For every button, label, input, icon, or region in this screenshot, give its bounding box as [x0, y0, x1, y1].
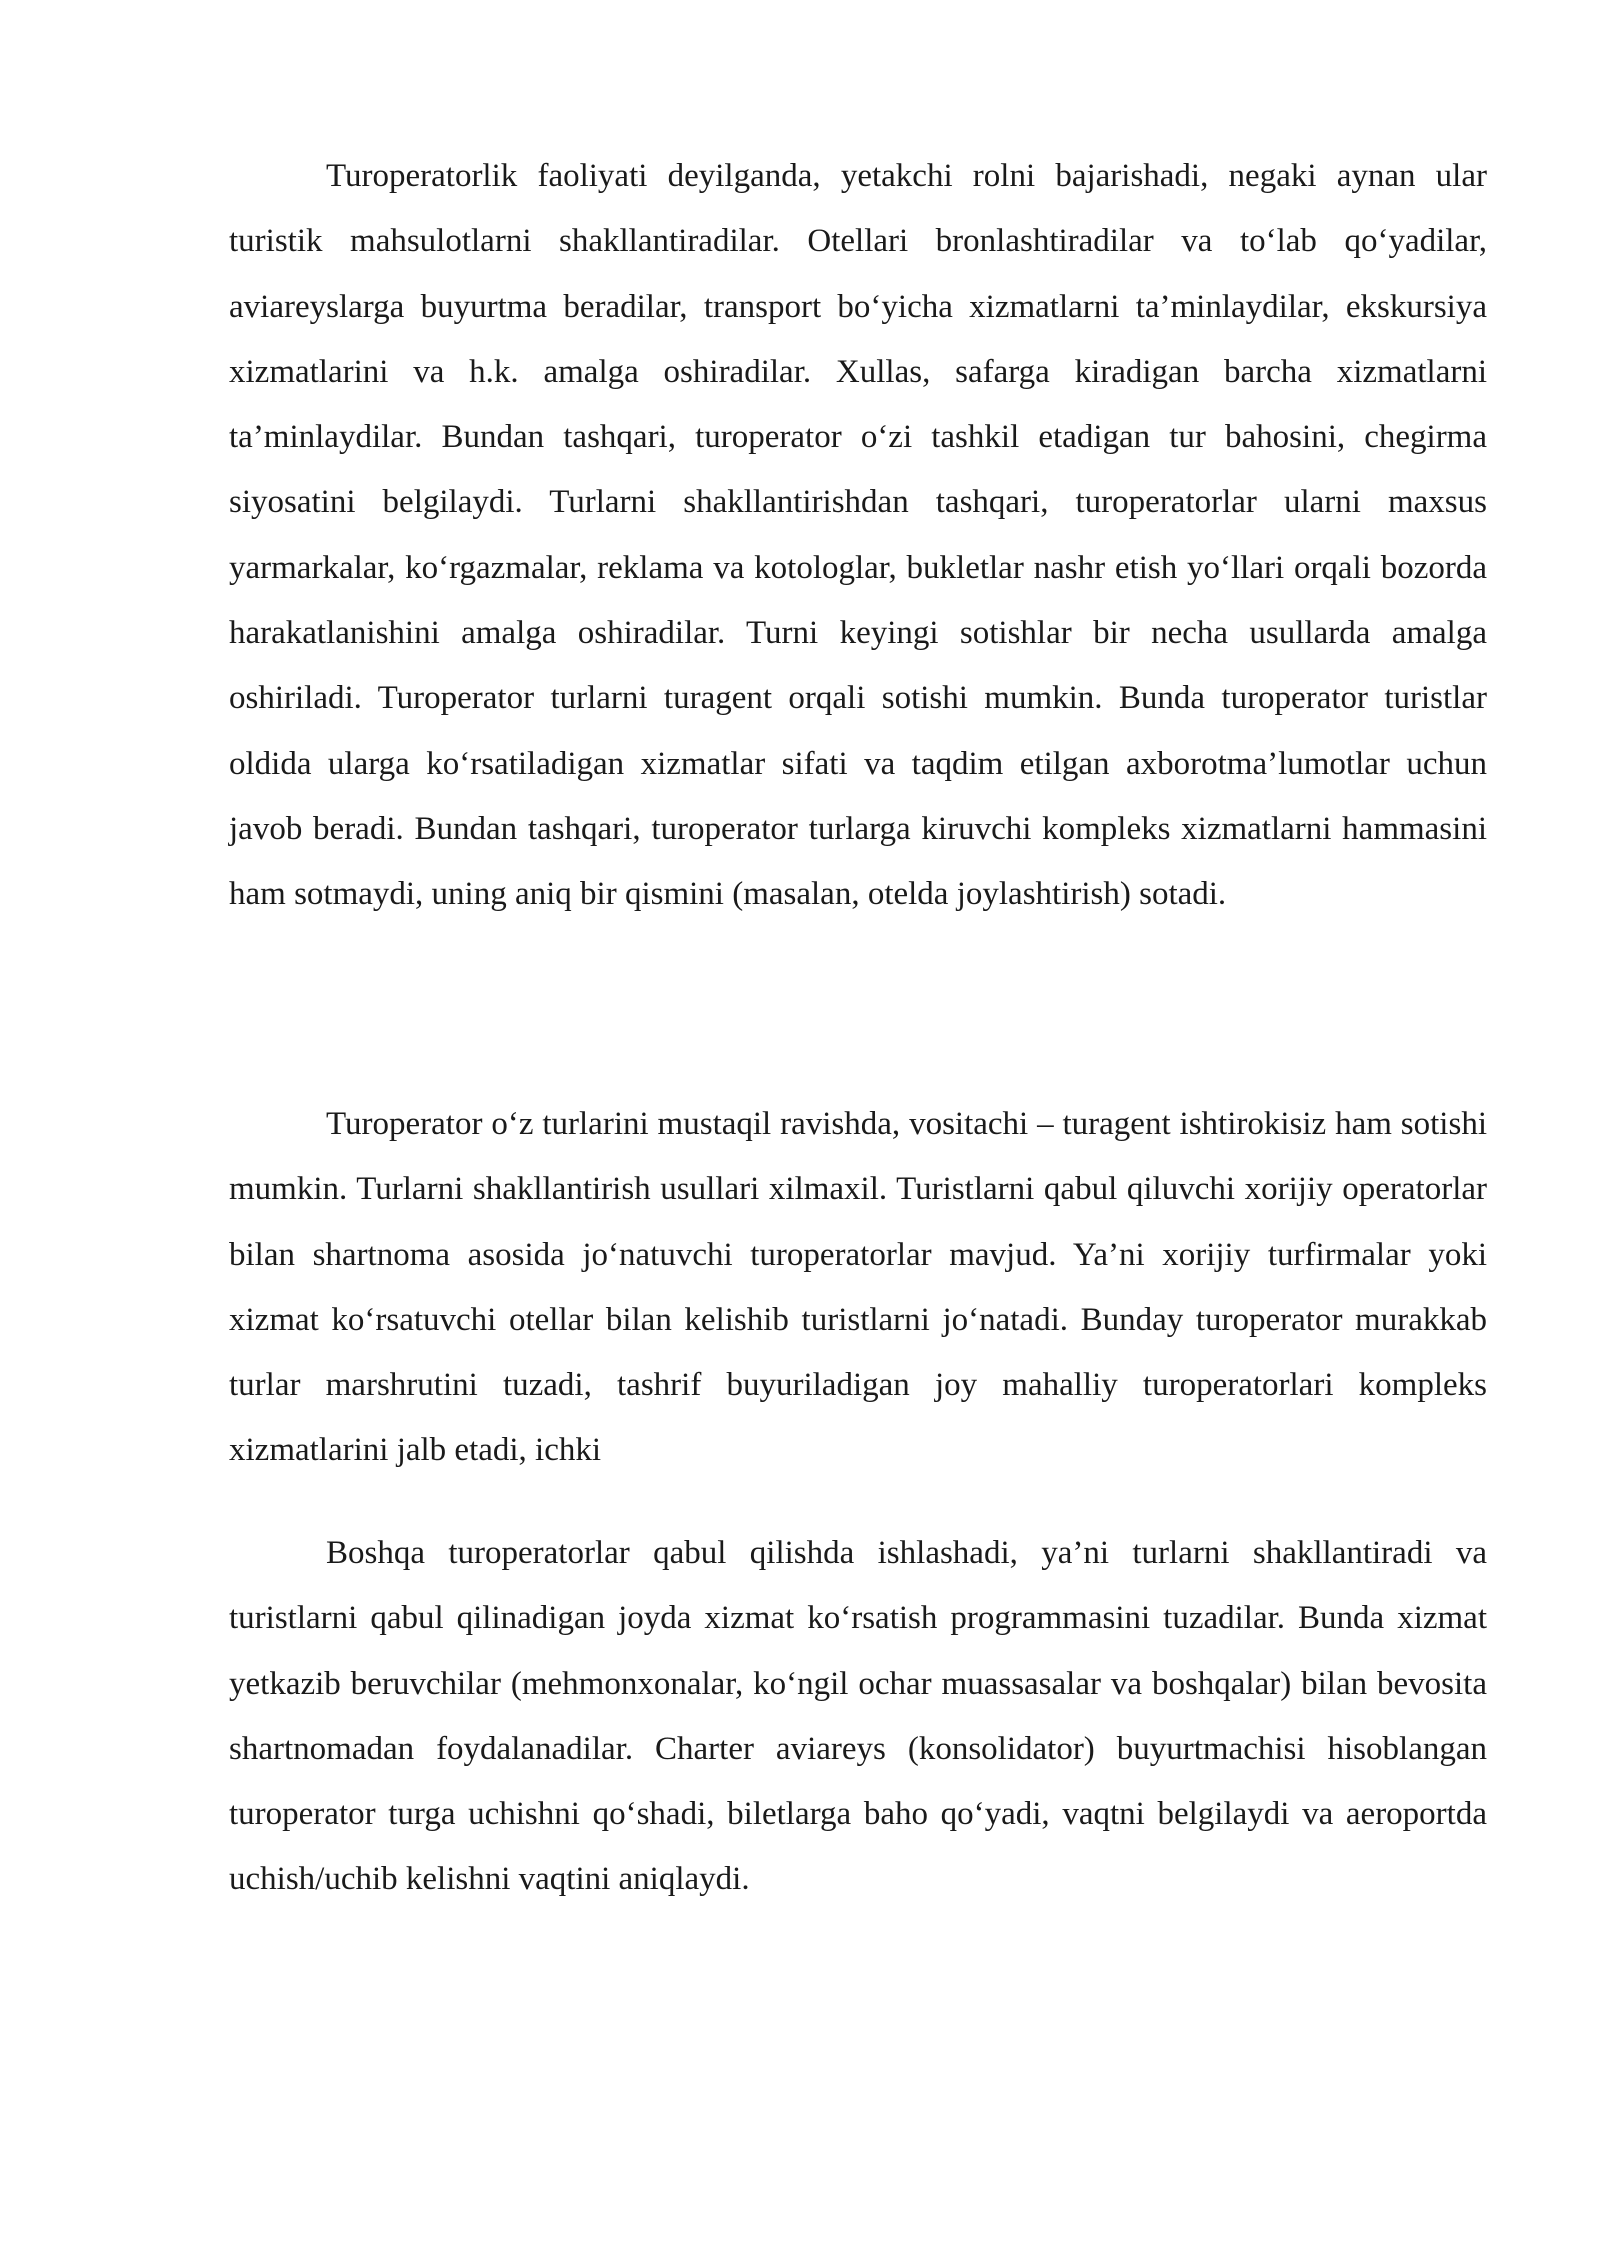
paragraph-block-1 — [229, 144, 1487, 928]
paragraph-text: Turoperator o‘z turlarini mustaqil ravishda, vositachi – turagent ishtirokisiz ham sotishi mumkin. Turlarni shakllantirish usullari xilmaxil. Turistlarni qabul qiluvchi xorijiy operatorlar bilan shartnoma asosida jo‘natuvchi turoperatorlar mavjud. Ya’ni xorijiy turfirmalar yoki xizmat ko‘rsatuvchi otellar bilan kelishib turistlarni jo‘natadi. Bunday turoperator murakkab turlar marshrutini tuzadi, tashrif buyuriladigan joy mahalliy turoperatorlari kompleks xizmatlarini jalb etadi, ichki — [229, 1106, 1487, 1469]
paragraph-text: Turoperatorlik faoliyati deyilganda, yetakchi rolni bajarishadi, negaki aynan ular turistik mahsulotlarni shakllantiradilar. Otellari bronlashtiradilar va to‘lab qo‘yadilar, aviareyslarga buyurtma beradilar, transport bo‘yicha xizmatlarni ta’minlaydilar, ekskursiya xizmatlarini va h.k. amalga oshiradilar. Xullas, safarga kiradigan barcha xizmatlarni ta’minlaydilar. Bundan tashqari, turoperator o‘zi tashkil etadigan tur bahosini, chegirma siyosatini belgilaydi. Turlarni shakllantirishdan tashqari, turoperatorlar ularni maxsus yarmarkalar, ko‘rgazmalar, reklama va kotologlar, bukletlar nashr etish yo‘llari orqali bozorda harakatlanishini amalga oshiradilar. Turni keyingi sotishlar bir necha usullarda amalga oshiriladi. Turoperator turlarni turagent orqali sotishi mumkin. Bunda turoperator turistlar oldida ularga ko‘rsatiladigan xizmatlar sifati va taqdim etilgan axborotma’lumotlar uchun javob beradi. Bundan tashqari, turoperator turlarga kiruvchi kompleks xizmatlarni hammasini ham sotmaydi, uning aniq bir qismini (masalan, otelda joylashtirish) sotadi. — [229, 158, 1487, 913]
paragraph-block-3 — [229, 1521, 1487, 1913]
paragraph-block-2 — [229, 1092, 1487, 1484]
paragraph-text: Boshqa turoperatorlar qabul qilishda ishlashadi, ya’ni turlarni shakllantiradi va turistlarni qabul qilinadigan joyda xizmat ko‘rsatish programmasini tuzadilar. Bunda xizmat yetkazib beruvchilar (mehmonxonalar, ko‘ngil ochar muassasalar va boshqalar) bilan bevosita shartnomadan foydalanadilar. Charter aviareys (konsolidator) buyurtmachisi hisoblangan turoperator turga uchishni qo‘shadi, biletlarga baho qo‘yadi, vaqtni belgilaydi va aeroportda uchish/uchib kelishni vaqtini aniqlaydi. — [229, 1535, 1487, 1898]
